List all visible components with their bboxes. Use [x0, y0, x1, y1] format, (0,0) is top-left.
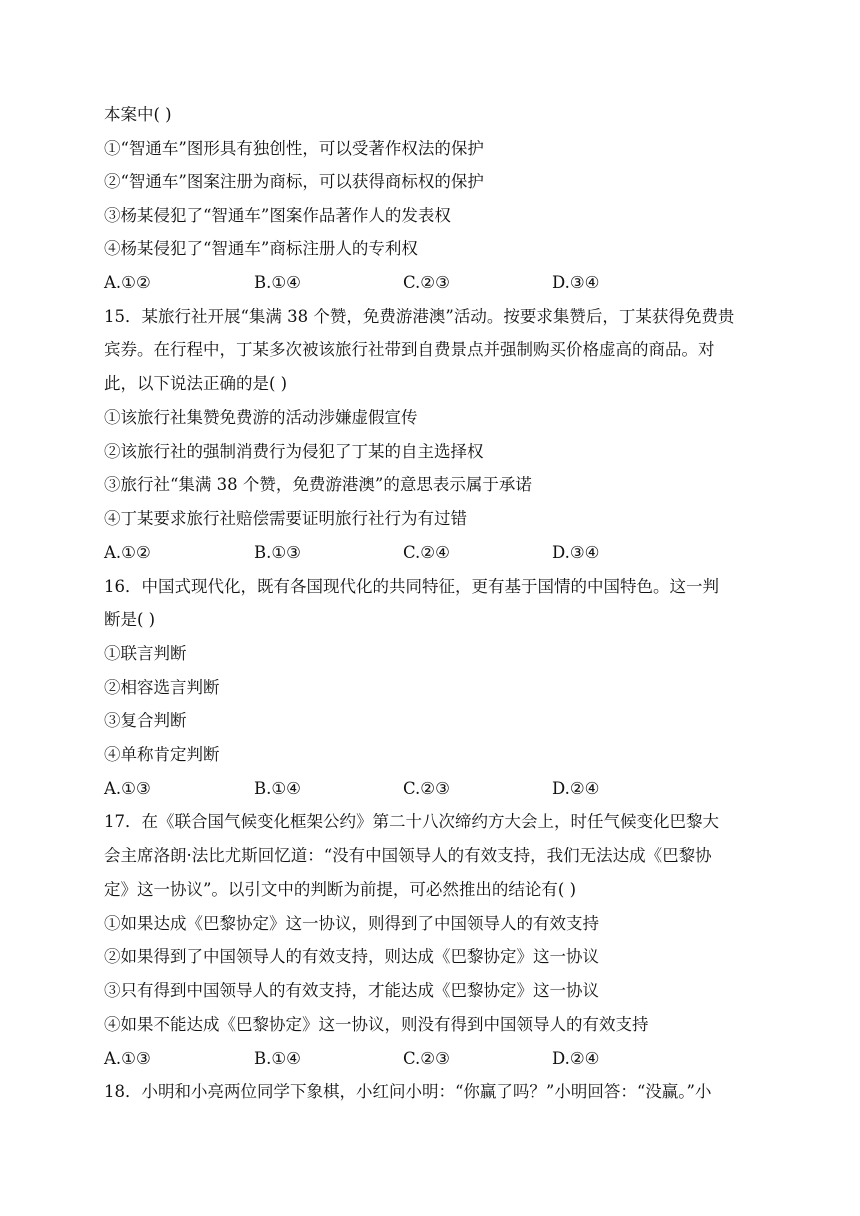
q16-options	[104, 778, 724, 800]
q17-statement-2: ②如果得到了中国领导人的有效支持，则达成《巴黎协定》这一协议	[104, 947, 599, 966]
q17-option-d[interactable]: D.②④	[552, 1049, 600, 1068]
q18-stem-line-1: 18．小明和小亮两位同学下象棋，小红问小明：“你赢了吗？”小明回答：“没赢。”小	[104, 1082, 712, 1101]
q14-statement-1: ①“智通车”图形具有独创性，可以受著作权法的保护	[104, 139, 484, 158]
q14-option-c[interactable]: C.②③	[403, 273, 450, 292]
q15-statement-1: ①该旅行社集赞免费游的活动涉嫌虚假宣传	[104, 408, 418, 427]
q17-option-c[interactable]: C.②③	[403, 1049, 450, 1068]
q17-options	[104, 1048, 724, 1070]
q16-stem-line-1: 16．中国式现代化，既有各国现代化的共同特征，更有基于国情的中国特色。这一判	[104, 577, 719, 596]
q14-statement-3: ③杨某侵犯了“智通车”图案作品著作人的发表权	[104, 206, 451, 225]
q15-statement-2: ②该旅行社的强制消费行为侵犯了丁某的自主选择权	[104, 442, 484, 461]
q16-option-a[interactable]: A.①③	[104, 779, 151, 798]
q15-statement-4: ④丁某要求旅行社赔偿需要证明旅行社行为有过错	[104, 509, 467, 528]
q17-stem-line-2: 会主席洛朗·法比尤斯回忆道：“没有中国领导人的有效支持，我们无法达成《巴黎协	[104, 846, 712, 865]
q17-stem-line-1: 17．在《联合国气候变化框架公约》第二十八次缔约方大会上，时任气候变化巴黎大	[104, 812, 719, 831]
q14-statement-4: ④杨某侵犯了“智通车”商标注册人的专利权	[104, 239, 418, 258]
q15-option-a[interactable]: A.①②	[104, 543, 151, 562]
q17-statement-1: ①如果达成《巴黎协定》这一协议，则得到了中国领导人的有效支持	[104, 914, 599, 933]
q16-statement-2: ②相容选言判断	[104, 678, 220, 697]
q15-options	[104, 542, 724, 564]
q16-option-b[interactable]: B.①④	[254, 779, 301, 798]
q14-option-a[interactable]: A.①②	[104, 273, 151, 292]
q15-stem-line-1: 15．某旅行社开展“集满 38 个赞，免费游港澳”活动。按要求集赞后，丁某获得免费贵	[104, 307, 735, 326]
q17-option-b[interactable]: B.①④	[254, 1049, 301, 1068]
q15-option-b[interactable]: B.①③	[254, 543, 301, 562]
q14-option-b[interactable]: B.①④	[254, 273, 301, 292]
q15-statement-3: ③旅行社“集满 38 个赞，免费游港澳”的意思表示属于承诺	[104, 475, 532, 494]
q15-stem-line-2: 宾券。在行程中，丁某多次被该旅行社带到自费景点并强制购买价格虚高的商品。对	[104, 340, 715, 359]
q17-statement-4: ④如果不能达成《巴黎协定》这一协议，则没有得到中国领导人的有效支持	[104, 1015, 649, 1034]
q17-statement-3: ③只有得到中国领导人的有效支持，才能达成《巴黎协定》这一协议	[104, 981, 599, 1000]
q15-option-c[interactable]: C.②④	[403, 543, 450, 562]
q14-options	[104, 272, 724, 294]
q16-option-c[interactable]: C.②③	[403, 779, 450, 798]
q17-option-a[interactable]: A.①③	[104, 1049, 151, 1068]
q14-statement-2: ②“智通车”图案注册为商标，可以获得商标权的保护	[104, 172, 484, 191]
q16-option-d[interactable]: D.②④	[552, 779, 600, 798]
q14-option-d[interactable]: D.③④	[552, 273, 600, 292]
q14-stem-tail: 本案中( )	[104, 105, 172, 124]
q17-stem-line-3: 定》这一协议”。以引文中的判断为前提，可必然推出的结论有( )	[104, 880, 577, 899]
q16-statement-3: ③复合判断	[104, 711, 187, 730]
q16-statement-1: ①联言判断	[104, 644, 187, 663]
q16-stem-line-2: 断是( )	[104, 610, 156, 629]
q15-stem-line-3: 此，以下说法正确的是( )	[104, 374, 288, 393]
q15-option-d[interactable]: D.③④	[552, 543, 600, 562]
q16-statement-4: ④单称肯定判断	[104, 745, 220, 764]
